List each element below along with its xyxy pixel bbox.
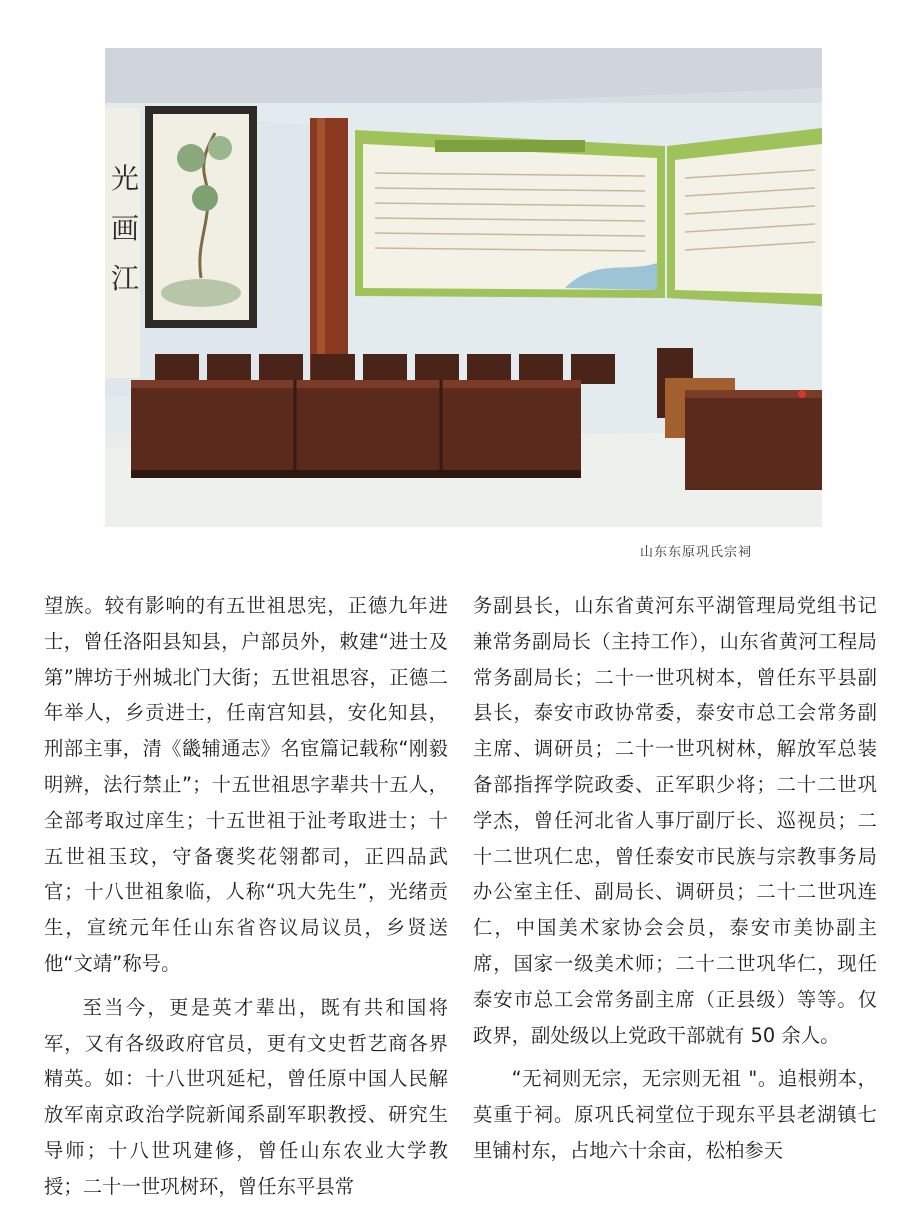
svg-text:画: 画 — [111, 212, 140, 245]
ancestral-hall-photo — [105, 48, 822, 527]
left-column — [44, 588, 448, 1205]
paragraph: 至当今，更是英才辈出，既有共和国将军，又有各级政府官员，更有文史哲艺商各界精英。如：十八世巩延杞，曾任原中国人民解放军南京政治学院新闻系副军职教授、研究生导师；十八世巩建修，曾任山东农业大学教授；二十一世巩树环，曾任东平县常 — [44, 995, 448, 1198]
ancestral-hall-illustration — [105, 48, 822, 527]
figure-caption: 山东东原巩氏宗祠 — [640, 545, 753, 560]
right-column — [473, 588, 877, 1169]
svg-text:光: 光 — [111, 162, 140, 195]
paragraph: 务副县长，山东省黄河东平湖管理局党组书记兼常务副局长（主持工作），山东省黄河工程局常务副局长；二十一世巩树本，曾任东平县副县长，泰安市政协常委，泰安市总工会常务副主席、调研员；二十一世巩树林，解放军总装备部指挥学院政委、正军职少将；二十二世巩学杰，曾任河北省人事厅副厅长、巡视员；二十二世巩仁忠，曾任泰安市民族与宗教事务局办公室主任、副局长、调研员；二十二世巩连仁，中国美术家协会会员，泰安市美协副主席，国家一级美术师；二十二世巩华仁，现任泰安市总工会常务副主席（正县级）等等。仅政界，副处级以上党政干部就有 50 余人。 — [473, 594, 877, 1047]
paragraph: 望族。较有影响的有五世祖思宪，正德九年进士，曾任洛阳县知县，户部员外，敕建“进士及第”牌坊于州城北门大街；五世祖思容，正德二年举人，乡贡进士，任南宫知县，安化知县，刑部主事，清《畿辅通志》名宦篇记载称“刚毅明辨，法行禁止”；十五世祖思字辈共十五人，全部考取过庠生；十五世祖于沚考取进士；十五世祖玉玟，守备褒奖花翎都司，正四品武官；十八世祖象临，人称“巩大先生”，光绪贡生，宣统元年任山东省咨议局议员，乡贤送他“文靖”称号。 — [44, 594, 448, 975]
paragraph: “无祠则无宗，无宗则无祖 "。追根朔本，莫重于祠。原巩氏祠堂位于现东平县老湖镇七里铺村东，占地六十余亩，松柏参天 — [473, 1067, 877, 1162]
svg-text:江: 江 — [111, 262, 140, 295]
